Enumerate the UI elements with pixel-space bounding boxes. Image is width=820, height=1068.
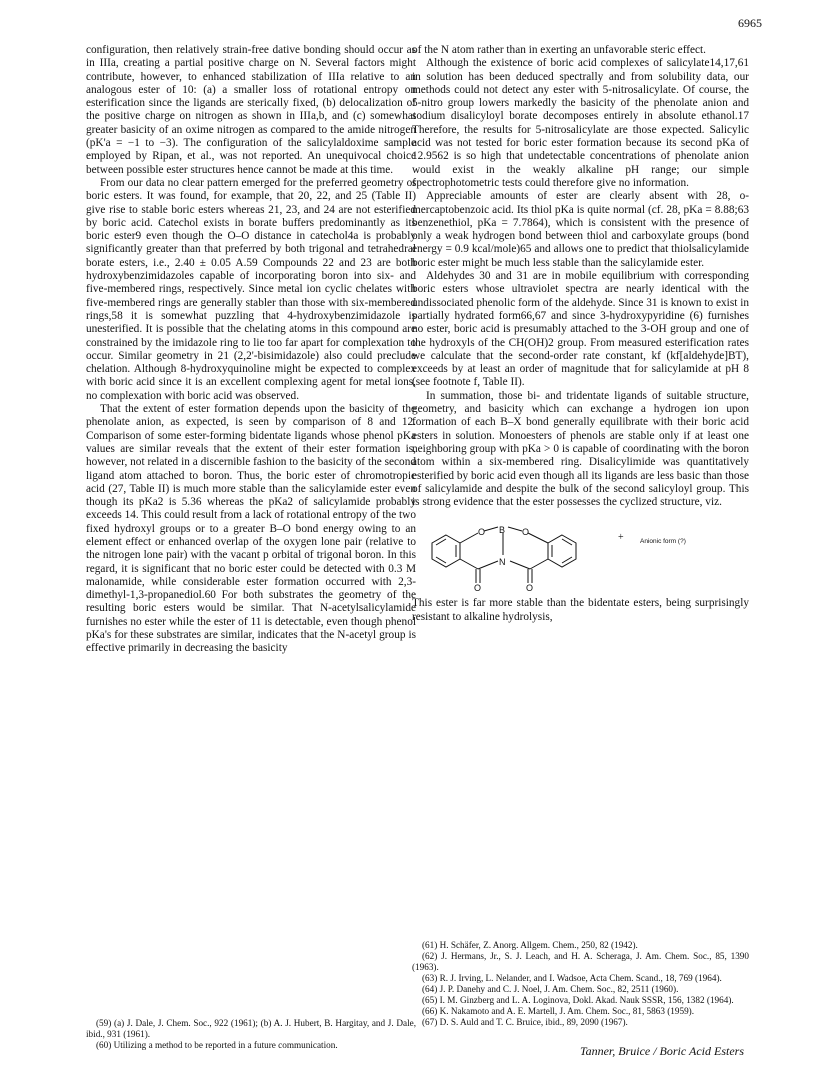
page-number: 6965 <box>738 16 762 30</box>
footnote: (66) K. Nakamoto and A. E. Martell, J. Am. Chem. Soc., 81, 5863 (1959). <box>422 1006 695 1016</box>
paragraph: That the extent of ester formation depends upon the basicity of the phenolate anion, as expected, is seen by comparison of 8 and 12. Comparison of some ester-forming bidentate ligands whose phenol pKa values are similar reveals that the extent of their ester formation is, however, not related in a discernible fashion to the basicity of the second ligand atom attached to boron. Thus, the boric ester of chromotropic acid (27, Table II) is much more stable than the salicylamide ester even though its pKa2 is 5.36 whereas the pKa2 of salicylamide probably exceeds 14. This could result from a lack of rotational entropy of the two fixed hydroxyl groups or to a greater B–O bond energy owing to an element effect or enhanced overlap of the oxygen lone pair (relative to the nitrogen lone pair) with the vacant p orbital of trigonal boron. In this regard, it is significant that no boric ester could be detected with 0.3 M malonamide, while considerable ester formation occurred with 2,3-dimethyl-1,3-propanediol.60 For both substrates the geometry of the resulting boric esters would be similar. That N-acetylsalicylamide furnishes no ester while the ester of 11 is detectable, even though phenol pKa's for these substrates are similar, indicates that the N-acetyl group is effective primarily in decreasing the basicity <box>86 403 416 655</box>
footnote: (60) Utilizing a method to be reported in a future communication. <box>96 1040 338 1050</box>
right-column <box>412 44 749 624</box>
footnote: (62) J. Hermans, Jr., S. J. Leach, and H. A. Scheraga, J. Am. Chem. Soc., 85, 1390 (1963). <box>412 951 749 972</box>
oxygen-atom-label: O <box>526 583 534 592</box>
oxygen-atom-label: O <box>478 527 486 538</box>
footnote: (64) J. P. Danehy and C. J. Noel, J. Am. Chem. Soc., 82, 2511 (1960). <box>422 984 679 994</box>
paragraph: From our data no clear pattern emerged for the preferred geometry of boric esters. It was found, for example, that 20, 22, and 25 (Table II) give rise to stable boric esters whereas 21, 23, and 24 are not esterified by boric acid. Catechol exists in borate buffers predominantly as its boric ester9 even though the O–O distance in catechol4a is probably significantly greater than that preferred by both trigonal and tetrahedral borate esters, i.e., 2.40 ± 0.05 A.59 Compounds 22 and 23 are both hydroxybenzimidazoles capable of incorporating boron into six- and five-membered rings, respectively. Since metal ion cyclic chelates with five-membered rings are generally stabler than those with six-membered rings,58 it is somewhat puzzling that 4-hydroxybenzimidazole is unesterified. It is possible that the chelating atoms in this compound are constrained by the imidazole ring to lie too far apart for complexation to occur. Similar geometry in 21 (2,2'-bisimidazole) also could preclude chelation. Although 8-hydroxyquinoline might be expected to complex with boric acid since it is an excellent complexing agent for metal ions, no complexation with boric acid was observed. <box>86 176 416 402</box>
paragraph: configuration, then relatively strain-free dative bonding should occur as in IIIa, creating a partial positive charge on N. Several factors might contribute, however, to enhanced stabilization of IIIa relative to an analogous ester of 10: (a) a smaller loss of rotational entropy on esterification since the ligands are sterically fixed, (b) delocalization of the positive charge on nitrogen as shown in IIIa,b, and (c) somewhat greater basicity of an oxime nitrogen as compared to the amide nitrogen (pK'a = −1 to −3). The configuration of the salicylaldoxime sample employed by Ripan, et al., was not reported. An unequivocal choice between possible ester structures hence cannot be made at this time. <box>86 44 416 176</box>
nitrogen-atom-label: N <box>499 557 506 568</box>
footnote: (61) H. Schäfer, Z. Anorg. Allgem. Chem., 250, 82 (1942). <box>422 940 638 950</box>
disalicylimide-borate-structure <box>412 517 749 591</box>
footnotes-left <box>86 1018 416 1051</box>
oxygen-atom-label: O <box>474 583 482 592</box>
plus-sign: + <box>618 532 624 544</box>
paragraph: This ester is far more stable than the bidentate esters, being surprisingly resistant to alkaline hydrolysis, <box>412 597 749 623</box>
boron-atom-label: B <box>499 525 506 536</box>
paragraph: of the N atom rather than in exerting an unfavorable steric effect. <box>412 44 707 56</box>
anion-form-label: Anionic form (?) <box>640 538 686 546</box>
oxygen-atom-label: O <box>522 527 530 538</box>
paragraph: Aldehydes 30 and 31 are in mobile equilibrium with corresponding boric esters whose ultraviolet spectra are nearly identical with the undissociated phenolic form of the aldehyde. Since 31 is known to exist in partially hydrated form66,67 and since 3-hydroxypyridine (6) furnishes no ester, boric acid is presumably attached to the 3-OH group and one of the hydroxyls of the CH(OH)2 group. From measured esterification rates we calculate that the second-order rate constant, kf (kf[aldehyde]BT), exceeds by at least an order of magnitude that for salicylamide at pH 8 (see footnote f, Table II). <box>412 270 749 389</box>
paragraph: Although the existence of boric acid complexes of salicylate14,17,61 in solution has been deduced spectrally and from solubility data, our methods could not detect any ester with 5-nitrosalicylate. Of course, the 5-nitro group lowers markedly the basicity of the phenolate anion and sodium disalicyloyl borate decomposes entirely in absolute ethanol.17 Therefore, the results for 5-nitrosalicylate are those expected. Salicylic acid was not tested for boric ester formation because its second pKa of 12.9562 is so high that undetectable concentrations of phenolate anion would exist in the weakly alkaline pH range; our simple spectrophotometric tests could therefore give no information. <box>412 57 749 189</box>
footnote: (67) D. S. Auld and T. C. Bruice, ibid., 89, 2090 (1967). <box>422 1017 628 1027</box>
paragraph: In summation, those bi- and tridentate ligands of suitable structure, geometry, and basicity which can exchange a hydrogen ion upon formation of each B–X bond generally equilibrate with their boric acid esters in solution. Monoesters of phenols are stable only if at least one neighboring group with pKa > 0 is capable of coordinating with the boron atom within a six-membered ring. Disalicylimide was quantitatively esterified by boric acid even though all its ligands are less basic than those of salicylamide and despite the bulk of the second salicyloyl group. This is strong evidence that the ester possesses the cyclized structure, viz. <box>412 389 749 509</box>
footnote: (59) (a) J. Dale, J. Chem. Soc., 922 (1961); (b) A. J. Hubert, B. Hargitay, and J. Dale, ibid., 931 (1961). <box>86 1018 416 1039</box>
paragraph: Appreciable amounts of ester are clearly absent with 28, o-mercaptobenzoic acid. Its thiol pKa is quite normal (cf. 28, pKa = 8.88;63 benzenethiol, pKa = 7.7864), which is consistent with the presence of only a weak hydrogen bond between thiol and carboxylate groups (bond energy = 0.9 kcal/mole)65 and allows one to predict that thiolsalicylamide boric ester might be much less stable than the salicylamide ester. <box>412 190 749 269</box>
footnote: (63) R. J. Irving, L. Nelander, and I. Wadsoe, Acta Chem. Scand., 18, 769 (1964). <box>422 973 722 983</box>
structure-drawing <box>412 517 612 591</box>
running-foot: Tanner, Bruice / Boric Acid Esters <box>580 1044 744 1058</box>
left-column <box>86 44 416 656</box>
footnote: (65) I. M. Ginzberg and L. A. Loginova, Dokl. Akad. Nauk SSSR, 156, 1382 (1964). <box>422 995 734 1005</box>
footnotes-right <box>412 940 749 1028</box>
